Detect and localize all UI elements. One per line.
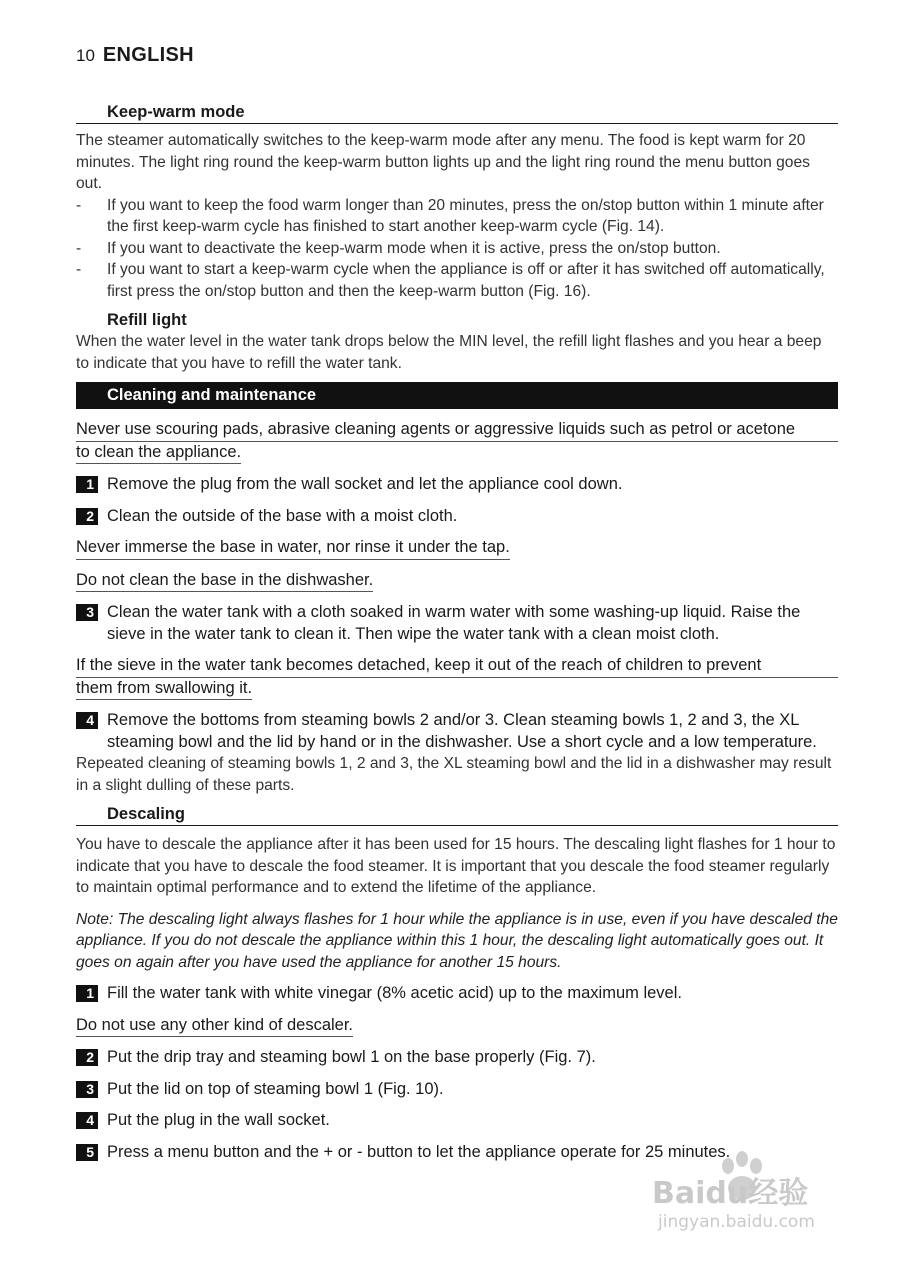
step-number-badge: 3 [76, 604, 98, 621]
descaling-note: Note: The descaling light always flashes for 1 hour while the appliance is in use, even if you have descaled the appliance. If you do not descale the appliance within this 1 hour, the descaling light automatically goes out. It goes on again after you have used the appliance for another 15 hours. [76, 910, 838, 971]
step-number-badge: 1 [76, 476, 98, 493]
watermark-url: jingyan.baidu.com [658, 1212, 815, 1232]
cleaning-warning-abrasives: Never use scouring pads, abrasive cleaning agents or aggressive liquids such as petrol or acetone to clean the appliance. [76, 419, 838, 464]
cleaning-warning-sieve: If the sieve in the water tank becomes detached, keep it out of the reach of children to prevent them from swallowing it. [76, 655, 838, 700]
keep-warm-bullet: - If you want to start a keep-warm cycle when the appliance is off or after it has switched off automatically, first press the on/stop button and then the keep-warm button (Fig. 16). [76, 261, 825, 300]
page-number: 10 [76, 46, 95, 65]
cleaning-warning-dishwasher: Do not clean the base in the dishwasher. [76, 570, 838, 593]
descaling-step-4: 4 Put the plug in the wall socket. [76, 1110, 838, 1132]
manual-page [76, 44, 838, 1163]
descaling-step-1: 1 Fill the water tank with white vinegar (8% acetic acid) up to the maximum level. [76, 983, 838, 1005]
descaling-warning: Do not use any other kind of descaler. [76, 1015, 838, 1038]
step-number-badge: 1 [76, 985, 98, 1002]
cleaning-warning-immerse: Never immerse the base in water, nor rinse it under the tap. [76, 537, 838, 560]
cleaning-step-3: 3 Clean the water tank with a cloth soaked in warm water with some washing-up liquid. Raise the sieve in the water tank to clean it. Then wipe the water tank with a clean moist cloth. [76, 602, 838, 645]
keep-warm-intro: The steamer automatically switches to the keep-warm mode after any menu. The food is kept warm for 20 minutes. The light ring round the keep-warm button lights up and the light ring round the menu button goes out. [76, 132, 810, 192]
descaling-intro: You have to descale the appliance after it has been used for 15 hours. The descaling light flashes for 1 hour to indicate that you have to descale the food steamer. It is important that you descale the food steamer regularly to maintain optimal performance and to extend the lifetime of the appliance. [76, 836, 836, 896]
cleaning-dulling-note: Repeated cleaning of steaming bowls 1, 2 and 3, the XL steaming bowl and the lid in a dishwasher may result in a slight dulling of these parts. [76, 755, 832, 794]
cleaning-section-band: Cleaning and maintenance [76, 382, 838, 409]
step-number-badge: 4 [76, 712, 98, 729]
step-number-badge: 3 [76, 1081, 98, 1098]
cleaning-step-4: 4 Remove the bottoms from steaming bowls 2 and/or 3. Clean steaming bowls 1, 2 and 3, the XL steaming bowl and the lid by hand or in the dishwasher. Use a short cycle and a low temperature. [76, 710, 838, 753]
step-number-badge: 2 [76, 1049, 98, 1066]
watermark-brand: Baidu经验 [652, 1176, 809, 1211]
cleaning-step-2: 2 Clean the outside of the base with a moist cloth. [76, 506, 838, 528]
page-header [76, 44, 838, 72]
keep-warm-bullet: - If you want to deactivate the keep-warm mode when it is active, press the on/stop button. [76, 239, 721, 257]
descaling-heading: Descaling [76, 804, 838, 826]
step-number-badge: 2 [76, 508, 98, 525]
refill-light-text: When the water level in the water tank drops below the MIN level, the refill light flashes and you hear a beep to indicate that you have to refill the water tank. [76, 333, 822, 372]
step-number-badge: 5 [76, 1144, 98, 1161]
step-number-badge: 4 [76, 1112, 98, 1129]
cleaning-step-1: 1 Remove the plug from the wall socket and let the appliance cool down. [76, 474, 838, 496]
language-label: ENGLISH [102, 44, 194, 66]
descaling-step-2: 2 Put the drip tray and steaming bowl 1 on the base properly (Fig. 7). [76, 1047, 838, 1069]
descaling-step-3: 3 Put the lid on top of steaming bowl 1 (Fig. 10). [76, 1079, 838, 1101]
keep-warm-heading: Keep-warm mode [76, 102, 838, 124]
baidu-watermark [652, 1150, 842, 1240]
refill-light-heading: Refill light [107, 311, 187, 329]
keep-warm-bullet: - If you want to keep the food warm longer than 20 minutes, press the on/stop button within 1 minute after the first keep-warm cycle has finished to start another keep-warm cycle (Fig. 14). [76, 196, 824, 235]
descaling-step-5: 5 Press a menu button and the + or - button to let the appliance operate for 25 minutes. [76, 1142, 838, 1164]
